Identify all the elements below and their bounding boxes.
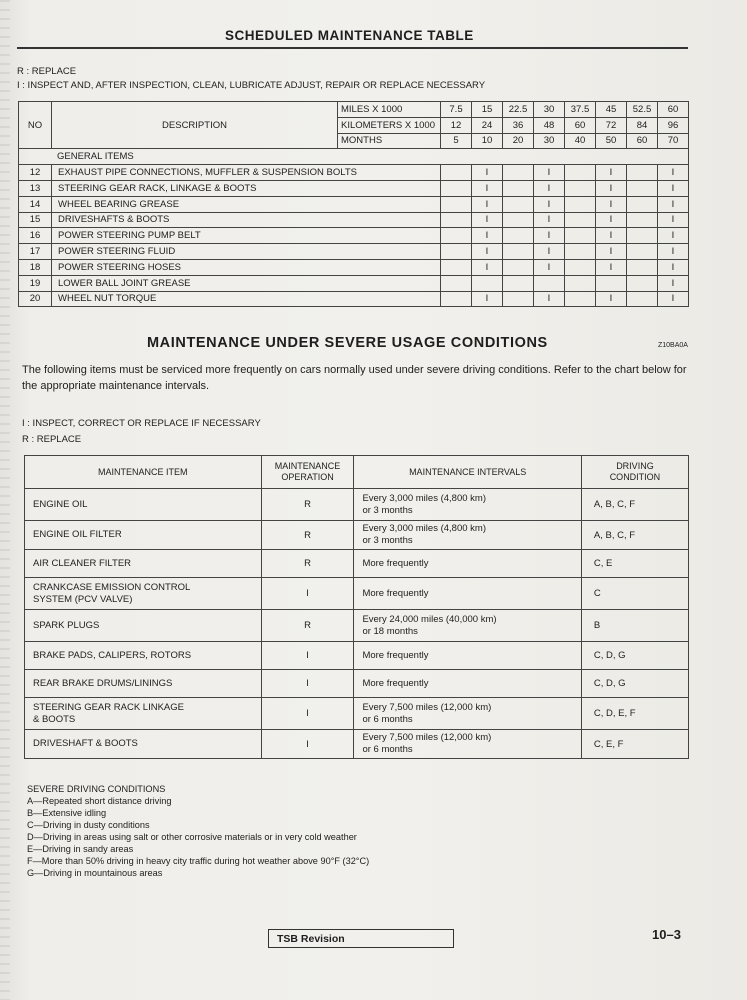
interval-mark: [627, 244, 658, 260]
interval-mark: [441, 244, 472, 260]
driving-condition: A, B, C, F: [581, 521, 688, 550]
interval-mark: [565, 180, 596, 196]
interval-mark: [534, 275, 565, 291]
driving-condition: C: [581, 578, 688, 610]
interval-value: 10: [472, 133, 503, 149]
interval-mark: I: [658, 165, 689, 181]
table-row: [19, 275, 689, 291]
interval-mark: I: [472, 180, 503, 196]
group-row: [19, 149, 689, 165]
interval-mark: I: [596, 244, 627, 260]
table-row: [19, 259, 689, 275]
maintenance-item: [25, 698, 262, 730]
condition-item: A—Repeated short distance driving: [27, 796, 172, 806]
interval-mark: [441, 196, 472, 212]
maintenance-interval: [354, 489, 581, 521]
no-header: NO: [19, 102, 52, 149]
header-maintenance-item: MAINTENANCE ITEM: [25, 456, 262, 489]
interval-row: [19, 102, 689, 118]
interval-mark: [441, 228, 472, 244]
conditions-title: SEVERE DRIVING CONDITIONS: [27, 784, 166, 794]
item-number: 16: [19, 228, 52, 244]
interval-mark: [627, 259, 658, 275]
maintenance-operation: I: [261, 578, 354, 610]
maintenance-item: [25, 610, 262, 642]
interval-value: 45: [596, 102, 627, 118]
interval-mark: [503, 259, 534, 275]
interval-line: Every 3,000 miles (4,800 km): [362, 492, 486, 504]
interval-value: 96: [658, 117, 689, 133]
interval-mark: [565, 275, 596, 291]
item-line: STEERING GEAR RACK LINKAGE: [33, 701, 184, 713]
driving-condition: C, D, G: [581, 670, 688, 698]
interval-mark: [503, 212, 534, 228]
interval-mark: I: [472, 259, 503, 275]
table-row: [19, 180, 689, 196]
interval-mark: [472, 275, 503, 291]
interval-mark: I: [534, 165, 565, 181]
scheduled-maintenance-table: [18, 101, 689, 307]
legend-replace-2: R : REPLACE: [22, 434, 82, 445]
table-row: [25, 670, 689, 698]
interval-mark: [441, 291, 472, 307]
interval-mark: [503, 180, 534, 196]
interval-line: Every 7,500 miles (12,000 km): [362, 701, 492, 713]
interval-mark: I: [658, 291, 689, 307]
table-row: [25, 698, 689, 730]
maintenance-interval: [354, 698, 581, 730]
maintenance-operation: I: [261, 730, 354, 759]
driving-condition: C, E: [581, 550, 688, 578]
header-maintenance-operation: [261, 456, 354, 489]
interval-value: 30: [534, 102, 565, 118]
interval-mark: I: [534, 196, 565, 212]
interval-mark: I: [658, 259, 689, 275]
interval-mark: [503, 291, 534, 307]
condition-item: D—Driving in areas using salt or other corrosive materials or in very cold weather: [27, 832, 357, 842]
table-row: [19, 228, 689, 244]
interval-mark: [565, 291, 596, 307]
maintenance-operation: I: [261, 642, 354, 670]
item-line: AIR CLEANER FILTER: [33, 557, 132, 569]
interval-line: or 6 months: [362, 713, 413, 725]
maintenance-operation: R: [261, 521, 354, 550]
interval-mark: [627, 196, 658, 212]
header-condition-line1: DRIVING: [616, 461, 654, 471]
maintenance-interval: [354, 578, 581, 610]
maintenance-item: [25, 730, 262, 759]
item-description: POWER STEERING HOSES: [52, 259, 441, 275]
interval-mark: [441, 212, 472, 228]
interval-line: More frequently: [362, 557, 429, 569]
table-row: [19, 212, 689, 228]
legend-inspect-correct: I : INSPECT, CORRECT OR REPLACE IF NECESSARY: [22, 418, 261, 429]
table-row: [25, 642, 689, 670]
maintenance-operation: R: [261, 489, 354, 521]
item-number: 20: [19, 291, 52, 307]
interval-mark: [627, 165, 658, 181]
item-description: EXHAUST PIPE CONNECTIONS, MUFFLER & SUSPENSION BOLTS: [52, 165, 441, 181]
interval-mark: [503, 196, 534, 212]
driving-condition: A, B, C, F: [581, 489, 688, 521]
schedule-legend: [17, 65, 485, 93]
interval-line: More frequently: [362, 587, 429, 599]
interval-line: Every 24,000 miles (40,000 km): [362, 613, 497, 625]
interval-mark: [627, 291, 658, 307]
item-description: WHEEL BEARING GREASE: [52, 196, 441, 212]
item-line: SPARK PLUGS: [33, 619, 100, 631]
item-line: DRIVESHAFT & BOOTS: [33, 738, 138, 749]
table-row: [25, 730, 689, 759]
item-number: 14: [19, 196, 52, 212]
interval-mark: [565, 244, 596, 260]
maintenance-operation: R: [261, 550, 354, 578]
item-number: 17: [19, 244, 52, 260]
severe-intro: The following items must be serviced more frequently on cars normally used under severe driving conditions. Refer to the chart below for the appropriate maintenance intervals.: [22, 364, 687, 392]
interval-mark: I: [658, 196, 689, 212]
interval-value: 30: [534, 133, 565, 149]
interval-value: 52.5: [627, 102, 658, 118]
interval-value: 22.5: [503, 102, 534, 118]
interval-mark: I: [472, 291, 503, 307]
interval-mark: I: [472, 244, 503, 260]
item-description: LOWER BALL JOINT GREASE: [52, 275, 441, 291]
interval-value: 24: [472, 117, 503, 133]
table-row: [19, 196, 689, 212]
header-maintenance-intervals: MAINTENANCE INTERVALS: [354, 456, 581, 489]
table-row: [25, 489, 689, 521]
interval-line: More frequently: [362, 677, 429, 689]
interval-mark: [503, 228, 534, 244]
interval-mark: I: [534, 212, 565, 228]
condition-item: G—Driving in mountainous areas: [27, 868, 163, 878]
interval-line: or 6 months: [362, 744, 413, 755]
page-title: SCHEDULED MAINTENANCE TABLE: [225, 28, 474, 43]
driving-condition: B: [581, 610, 688, 642]
maintenance-operation: I: [261, 698, 354, 730]
interval-value: 60: [565, 117, 596, 133]
interval-label: MONTHS: [338, 133, 441, 149]
table-row: [25, 578, 689, 610]
condition-item: B—Extensive idling: [27, 808, 107, 818]
maintenance-interval: [354, 610, 581, 642]
maintenance-item: [25, 642, 262, 670]
interval-value: 60: [627, 133, 658, 149]
interval-mark: [565, 259, 596, 275]
maintenance-item: [25, 578, 262, 610]
header-driving-condition: [581, 456, 688, 489]
interval-mark: [627, 275, 658, 291]
interval-mark: I: [596, 196, 627, 212]
maintenance-interval: [354, 670, 581, 698]
table-row: [19, 165, 689, 181]
binding-edge: [0, 0, 10, 1000]
interval-value: 40: [565, 133, 596, 149]
interval-mark: I: [596, 228, 627, 244]
item-description: DRIVESHAFTS & BOOTS: [52, 212, 441, 228]
condition-item: F—More than 50% driving in heavy city traffic during hot weather above 90°F (32°C): [27, 856, 370, 866]
interval-value: 37.5: [565, 102, 596, 118]
interval-value: 50: [596, 133, 627, 149]
interval-mark: I: [658, 212, 689, 228]
condition-item: E—Driving in sandy areas: [27, 844, 134, 854]
maintenance-interval: [354, 550, 581, 578]
interval-label: KILOMETERS X 1000: [338, 117, 441, 133]
interval-value: 60: [658, 102, 689, 118]
interval-value: 72: [596, 117, 627, 133]
maintenance-operation: R: [261, 610, 354, 642]
figure-code: Z10BA0A: [658, 342, 688, 349]
item-number: 18: [19, 259, 52, 275]
interval-value: 48: [534, 117, 565, 133]
item-line: ENGINE OIL FILTER: [33, 529, 122, 540]
severe-maintenance-table: [24, 455, 689, 759]
interval-mark: I: [534, 291, 565, 307]
interval-label: MILES X 1000: [338, 102, 441, 118]
condition-item: C—Driving in dusty conditions: [27, 820, 150, 830]
interval-mark: [565, 212, 596, 228]
interval-mark: I: [472, 196, 503, 212]
interval-mark: I: [534, 259, 565, 275]
interval-line: Every 3,000 miles (4,800 km): [362, 523, 486, 534]
interval-mark: [565, 228, 596, 244]
interval-mark: [503, 244, 534, 260]
table-row: [19, 244, 689, 260]
severe-legend: [22, 416, 261, 448]
item-line: & BOOTS: [33, 713, 76, 725]
interval-value: 15: [472, 102, 503, 118]
conditions-list: [27, 795, 369, 879]
item-line: ENGINE OIL: [33, 498, 88, 510]
group-cell: [19, 149, 689, 165]
severe-driving-conditions: [27, 783, 369, 879]
maintenance-item: [25, 489, 262, 521]
header-rule: [17, 47, 688, 49]
item-line: CRANKCASE EMISSION CONTROL: [33, 581, 191, 593]
driving-condition: C, D, E, F: [581, 698, 688, 730]
interval-value: 5: [441, 133, 472, 149]
interval-mark: [503, 165, 534, 181]
description-header: DESCRIPTION: [52, 102, 338, 149]
interval-mark: I: [596, 259, 627, 275]
interval-mark: [596, 275, 627, 291]
group-label: GENERAL ITEMS: [57, 151, 134, 163]
maintenance-interval: [354, 730, 581, 759]
interval-mark: [441, 259, 472, 275]
interval-mark: I: [658, 180, 689, 196]
header-condition-line2: CONDITION: [609, 472, 661, 482]
maintenance-item: [25, 670, 262, 698]
item-number: 12: [19, 165, 52, 181]
interval-mark: I: [534, 228, 565, 244]
item-line: BRAKE PADS, CALIPERS, ROTORS: [33, 649, 192, 661]
maintenance-item: [25, 550, 262, 578]
tsb-revision-box: TSB Revision: [268, 929, 454, 948]
maintenance-item: [25, 521, 262, 550]
interval-value: 20: [503, 133, 534, 149]
interval-mark: [627, 212, 658, 228]
interval-value: 70: [658, 133, 689, 149]
driving-condition: C, D, G: [581, 642, 688, 670]
interval-mark: I: [658, 244, 689, 260]
interval-mark: I: [658, 275, 689, 291]
interval-mark: I: [596, 165, 627, 181]
interval-mark: [627, 228, 658, 244]
item-line: SYSTEM (PCV VALVE): [33, 593, 133, 605]
item-description: STEERING GEAR RACK, LINKAGE & BOOTS: [52, 180, 441, 196]
interval-mark: [503, 275, 534, 291]
header-operation-line2: OPERATION: [281, 472, 334, 482]
table-row: [25, 550, 689, 578]
interval-value: 7.5: [441, 102, 472, 118]
interval-value: 84: [627, 117, 658, 133]
interval-mark: I: [472, 165, 503, 181]
legend-inspect: I : INSPECT AND, AFTER INSPECTION, CLEAN, LUBRICATE ADJUST, REPAIR OR REPLACE NECESSARY: [17, 80, 486, 91]
severe-header-row: [25, 456, 689, 489]
maintenance-interval: [354, 521, 581, 550]
interval-mark: [565, 196, 596, 212]
item-number: 13: [19, 180, 52, 196]
interval-line: More frequently: [362, 649, 429, 661]
interval-mark: I: [658, 228, 689, 244]
header-operation-line1: MAINTENANCE: [274, 461, 341, 471]
maintenance-interval: [354, 642, 581, 670]
interval-value: 36: [503, 117, 534, 133]
interval-mark: I: [596, 180, 627, 196]
maintenance-operation: I: [261, 670, 354, 698]
interval-mark: [565, 165, 596, 181]
driving-condition: C, E, F: [581, 730, 688, 759]
interval-mark: [441, 165, 472, 181]
item-line: REAR BRAKE DRUMS/LININGS: [33, 677, 173, 689]
interval-mark: I: [596, 291, 627, 307]
page-number: 10–3: [652, 927, 681, 942]
interval-mark: I: [534, 180, 565, 196]
table-row: [19, 291, 689, 307]
interval-mark: I: [596, 212, 627, 228]
interval-mark: I: [472, 212, 503, 228]
interval-mark: I: [534, 244, 565, 260]
table-row: [25, 610, 689, 642]
interval-line: or 18 months: [362, 625, 418, 637]
interval-line: Every 7,500 miles (12,000 km): [362, 732, 492, 743]
interval-mark: [441, 275, 472, 291]
item-description: POWER STEERING FLUID: [52, 244, 441, 260]
interval-line: or 3 months: [362, 535, 413, 546]
interval-line: or 3 months: [362, 504, 413, 516]
item-description: POWER STEERING PUMP BELT: [52, 228, 441, 244]
interval-mark: [441, 180, 472, 196]
interval-mark: I: [472, 228, 503, 244]
interval-value: 12: [441, 117, 472, 133]
item-number: 19: [19, 275, 52, 291]
interval-mark: [627, 180, 658, 196]
table-row: [25, 521, 689, 550]
legend-replace: R : REPLACE: [17, 66, 77, 77]
severe-section-title: MAINTENANCE UNDER SEVERE USAGE CONDITIONS: [147, 335, 548, 351]
item-number: 15: [19, 212, 52, 228]
item-description: WHEEL NUT TORQUE: [52, 291, 441, 307]
